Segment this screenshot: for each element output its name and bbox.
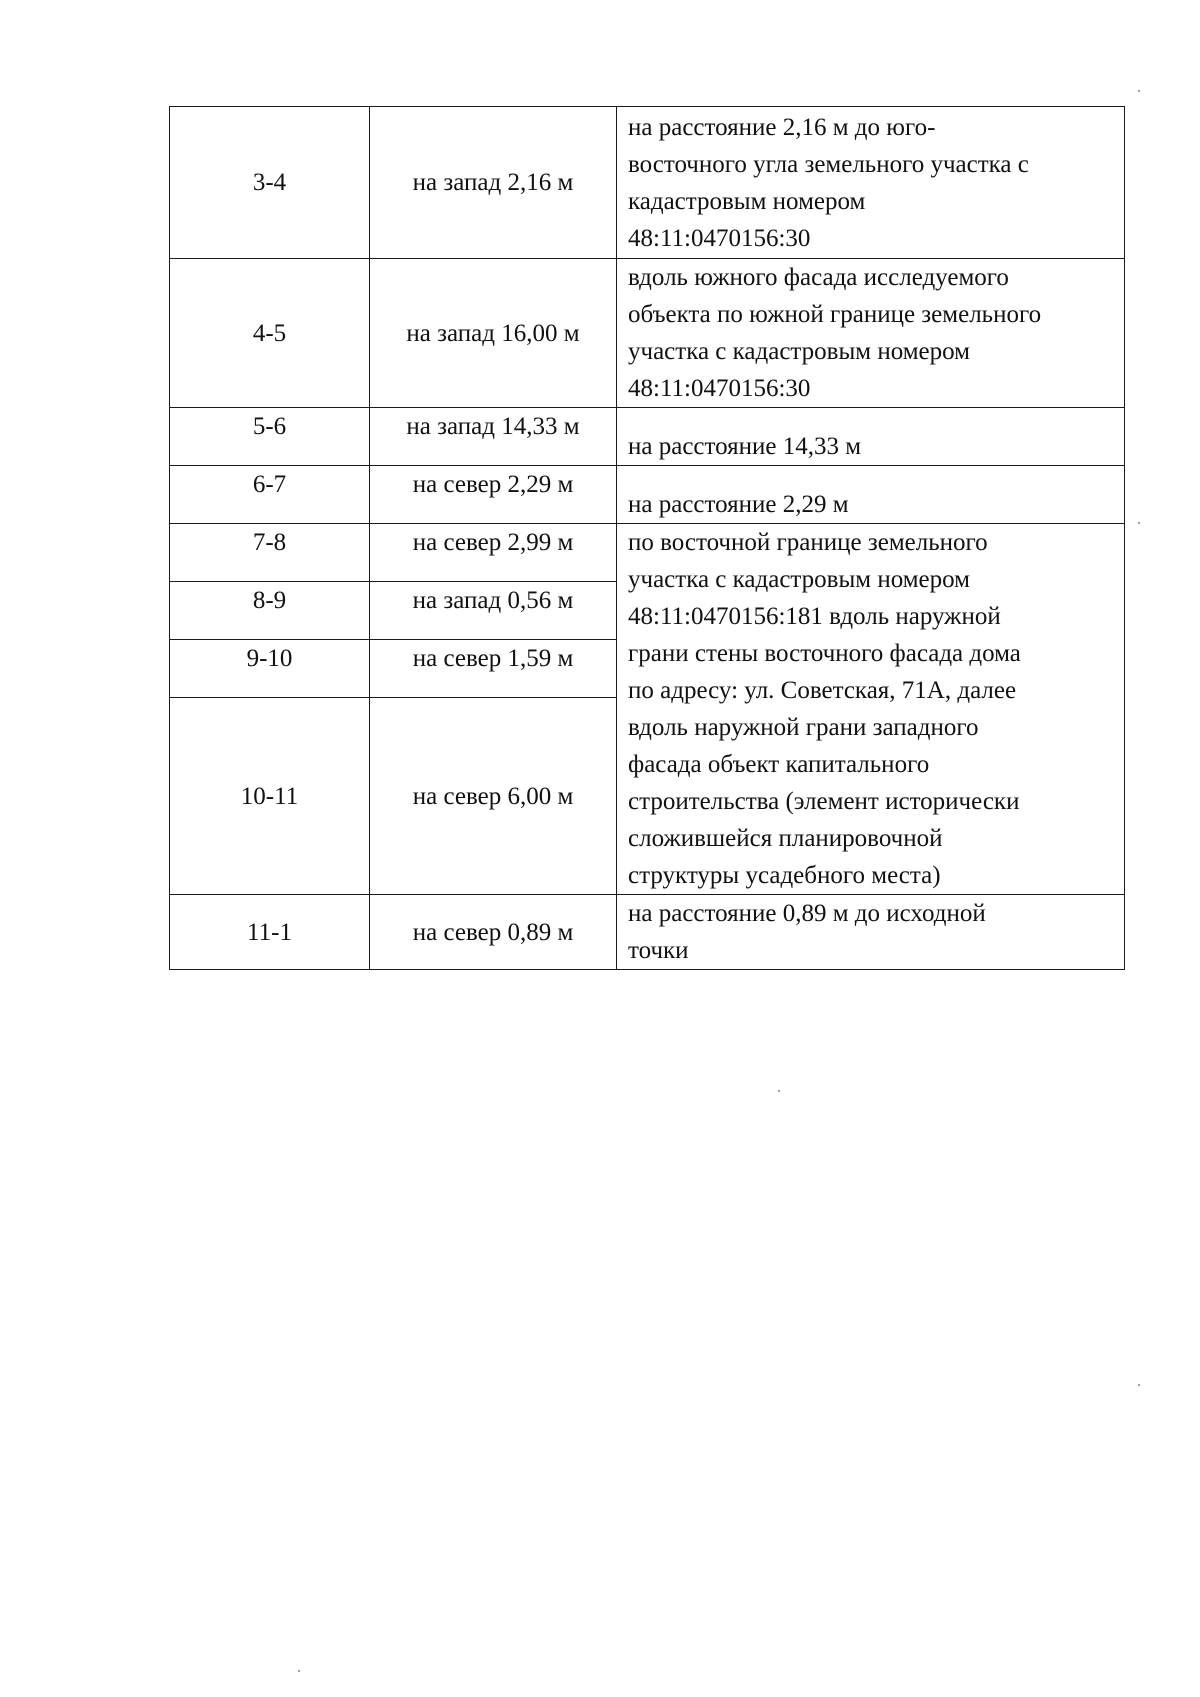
description-cell	[617, 466, 1125, 524]
scan-speck	[1138, 522, 1140, 524]
segment-cell: 10-11	[170, 698, 370, 895]
table-row	[170, 524, 1125, 582]
description-line: на расстояние 2,29 м	[628, 491, 849, 518]
scan-speck	[298, 1670, 300, 1672]
description-cell	[617, 895, 1125, 970]
segment-cell: 3-4	[170, 107, 370, 259]
description-line: фасада объект капитального	[628, 751, 930, 778]
direction-cell: на север 2,29 м	[370, 466, 617, 524]
segment-cell: 7-8	[170, 524, 370, 582]
description-line: объекта по южной границе земельного	[628, 301, 1042, 328]
direction-cell: на запад 0,56 м	[370, 582, 617, 640]
description-line: восточного угла земельного участка с	[628, 150, 1029, 178]
description-line: вдоль наружной грани западного	[628, 714, 979, 741]
description-cell	[617, 107, 1125, 259]
direction-cell: на запад 14,33 м	[370, 408, 617, 466]
description-line: вдоль южного фасада исследуемого	[628, 264, 1009, 291]
description-line: участка с кадастровым номером	[628, 338, 970, 365]
segment-cell: 6-7	[170, 466, 370, 524]
direction-cell: на север 1,59 м	[370, 640, 617, 698]
direction-cell: на север 6,00 м	[370, 698, 617, 895]
scan-speck	[1138, 1384, 1140, 1386]
scan-speck	[1138, 90, 1140, 92]
table-row	[170, 466, 1125, 524]
description-line: участка с кадастровым номером	[628, 566, 970, 593]
description-line: 48:11:0470156:30	[628, 224, 811, 252]
table-row	[170, 408, 1125, 466]
description-line: точки	[628, 937, 689, 964]
segment-cell: 5-6	[170, 408, 370, 466]
direction-cell: на запад 16,00 м	[370, 259, 617, 408]
description-line: кадастровым номером	[628, 187, 866, 215]
direction-cell: на север 2,99 м	[370, 524, 617, 582]
direction-cell: на север 0,89 м	[370, 895, 617, 970]
description-line: по восточной границе земельного	[628, 529, 988, 556]
description-line: по адресу: ул. Советская, 71А, далее	[628, 677, 1017, 704]
description-line: на расстояние 2,16 м до юго-	[628, 113, 936, 141]
description-line: структуры усадебного места)	[628, 862, 941, 889]
segment-cell: 11-1	[170, 895, 370, 970]
description-line: 48:11:0470156:30	[628, 375, 811, 402]
description-cell	[617, 408, 1125, 466]
description-cell	[617, 259, 1125, 408]
table-row	[170, 107, 1125, 259]
description-line: на расстояние 0,89 м до исходной	[628, 900, 986, 927]
description-cell	[617, 524, 1125, 895]
direction-cell: на запад 2,16 м	[370, 107, 617, 259]
description-line: строительства (элемент исторически	[628, 788, 1020, 815]
table-row	[170, 259, 1125, 408]
scan-speck	[778, 1090, 780, 1092]
segment-cell: 9-10	[170, 640, 370, 698]
segment-cell: 8-9	[170, 582, 370, 640]
table-row	[170, 895, 1125, 970]
description-line: сложившейся планировочной	[628, 825, 943, 852]
description-line: на расстояние 14,33 м	[628, 433, 862, 460]
boundary-description-table	[169, 106, 1125, 970]
segment-cell: 4-5	[170, 259, 370, 408]
description-line: 48:11:0470156:181 вдоль наружной	[628, 603, 1001, 630]
description-line: грани стены восточного фасада дома	[628, 640, 1021, 667]
